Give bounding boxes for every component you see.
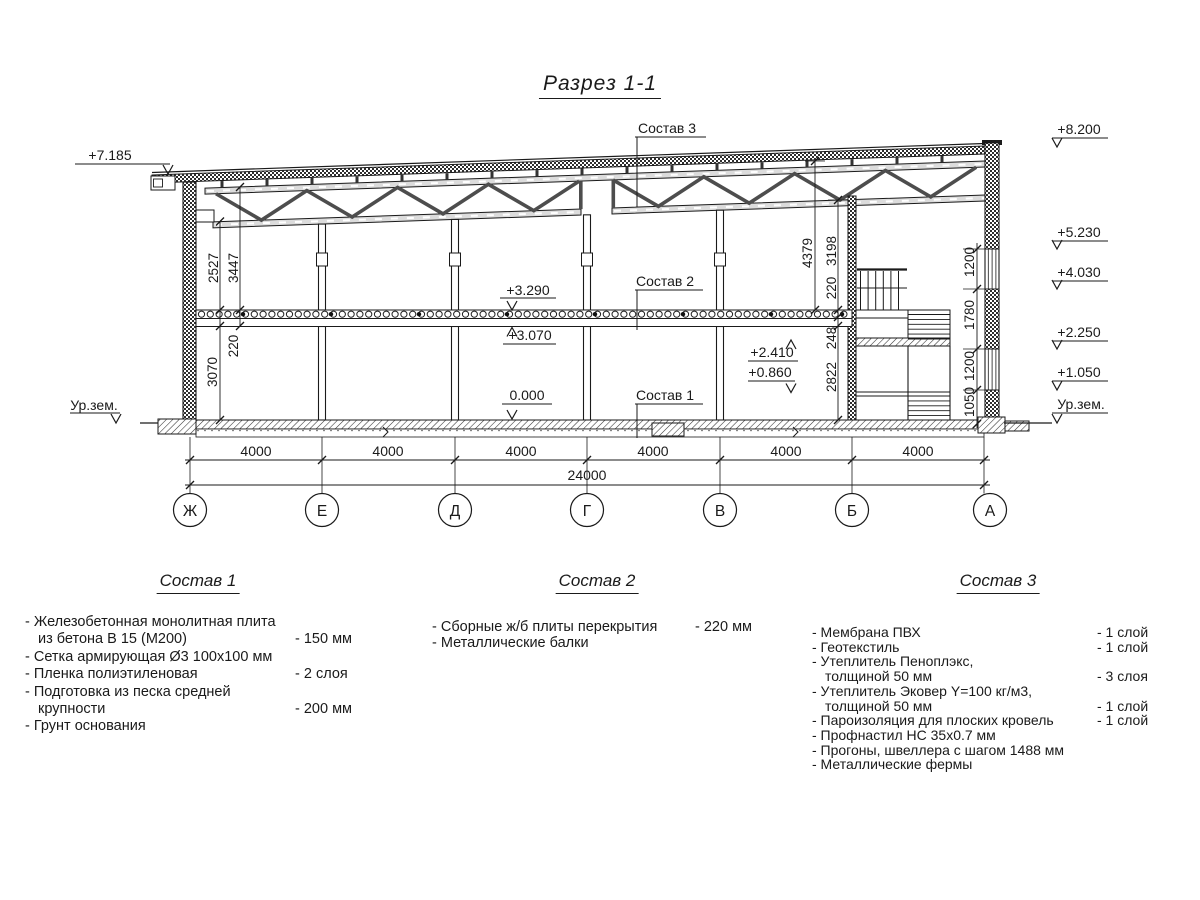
list-item: - Утеплитель Пеноплэкс, — [812, 653, 974, 670]
grid-label: Д — [449, 503, 461, 520]
list-item: - Железобетонная монолитная плита — [25, 614, 276, 630]
dim-bay: 4000 — [770, 443, 802, 459]
list-item: толщиной 50 мм - 3 слоя — [825, 668, 1148, 685]
list-item: - Мембрана ПВХ - 1 слой — [812, 624, 1149, 640]
callout-sostav1: Состав 1 — [635, 387, 695, 403]
elevation-stair-lower: +0.860 — [748, 364, 792, 380]
dim-right-outer: 1050 — [962, 386, 977, 418]
dim-right-inner: 248 — [824, 326, 839, 350]
dim-total: 24000 — [567, 467, 607, 483]
elevation-zero: 0.000 — [509, 387, 545, 403]
callout-sostav2: Состав 2 — [635, 273, 695, 289]
dim-right-outer: 1780 — [962, 299, 977, 331]
list-item: - Подготовка из песка средней — [25, 683, 231, 700]
ground-level-left: Ур.зем. — [70, 397, 118, 413]
grid-label: Е — [316, 503, 328, 520]
legend-list-sostav1 — [25, 614, 353, 736]
list-item: - Грунт основания — [25, 718, 146, 735]
dim-left: 3447 — [226, 252, 241, 284]
dim-left: 2527 — [206, 252, 221, 284]
list-item: - Геотекстиль - 1 слой — [812, 638, 1149, 655]
grid-label: А — [984, 503, 996, 520]
elevation-right: +1.050 — [1057, 364, 1101, 380]
dim-right-inner: 3198 — [824, 235, 839, 267]
list-item: крупности - 200 мм — [38, 701, 353, 718]
legend-title-sostav3: Состав 3 — [957, 571, 1040, 594]
list-item: из бетона В 15 (М200) - 150 мм — [38, 631, 353, 648]
dim-right-inner: 2822 — [824, 361, 839, 393]
dim-bay: 4000 — [505, 443, 537, 459]
elevation-slab-top: +3.290 — [506, 282, 550, 298]
elevation-right: +2.250 — [1057, 324, 1101, 340]
elevation-slab-bottom: +3.070 — [508, 327, 552, 343]
elevation-stair-upper: +2.410 — [750, 344, 794, 360]
elevation-right: +5.230 — [1057, 224, 1101, 240]
list-item: - Металлические фермы — [812, 756, 973, 773]
dim-bay: 4000 — [902, 443, 934, 459]
list-item: - Сборные ж/б плиты перекрытия - 220 мм — [432, 619, 753, 635]
dim-bay: 4000 — [240, 443, 272, 459]
list-item: - Пароизоляция для плоских кровель - 1 слой — [812, 712, 1149, 729]
list-item: - Прогоны, швеллера с шагом 1488 мм — [812, 741, 1065, 758]
elevation-right: +8.200 — [1057, 121, 1101, 137]
ground-level-right: Ур.зем. — [1057, 396, 1105, 412]
legend-list-sostav3 — [812, 624, 1149, 773]
grid-label: Г — [582, 503, 592, 520]
legend-list-sostav2 — [432, 619, 753, 651]
dim-left: 220 — [226, 334, 241, 358]
elevation-right: +4.030 — [1057, 264, 1101, 280]
dim-left: 3070 — [205, 356, 220, 388]
list-item: толщиной 50 мм - 1 слой — [825, 697, 1149, 714]
list-item: - Утеплитель Эковер Y=100 кг/м3, — [812, 682, 1033, 699]
dim-right-inner: 4379 — [800, 237, 815, 269]
list-item: - Металлические балки — [432, 634, 589, 651]
legend-title-sostav2: Состав 2 — [556, 571, 639, 594]
callout-sostav3: Состав 3 — [637, 120, 697, 136]
list-item: - Пленка полиэтиленовая - 2 слоя — [25, 666, 348, 683]
list-item: - Профнастил НС 35х0.7 мм — [812, 726, 996, 743]
dim-bay: 4000 — [637, 443, 669, 459]
elevation-left-top: +7.185 — [88, 147, 132, 163]
dim-bay: 4000 — [372, 443, 404, 459]
list-item: - Сетка армирующая Ø3 100х100 мм — [25, 648, 273, 665]
grid-label: Б — [846, 503, 858, 520]
grid-label: В — [714, 503, 726, 520]
drawing-title: Разрез 1-1 — [539, 72, 661, 99]
dim-right-inner: 220 — [824, 276, 839, 300]
dim-right-outer: 1200 — [962, 246, 977, 278]
dim-right-outer: 1200 — [962, 350, 977, 382]
grid-label: Ж — [182, 503, 198, 520]
legend-title-sostav1: Состав 1 — [157, 571, 240, 594]
